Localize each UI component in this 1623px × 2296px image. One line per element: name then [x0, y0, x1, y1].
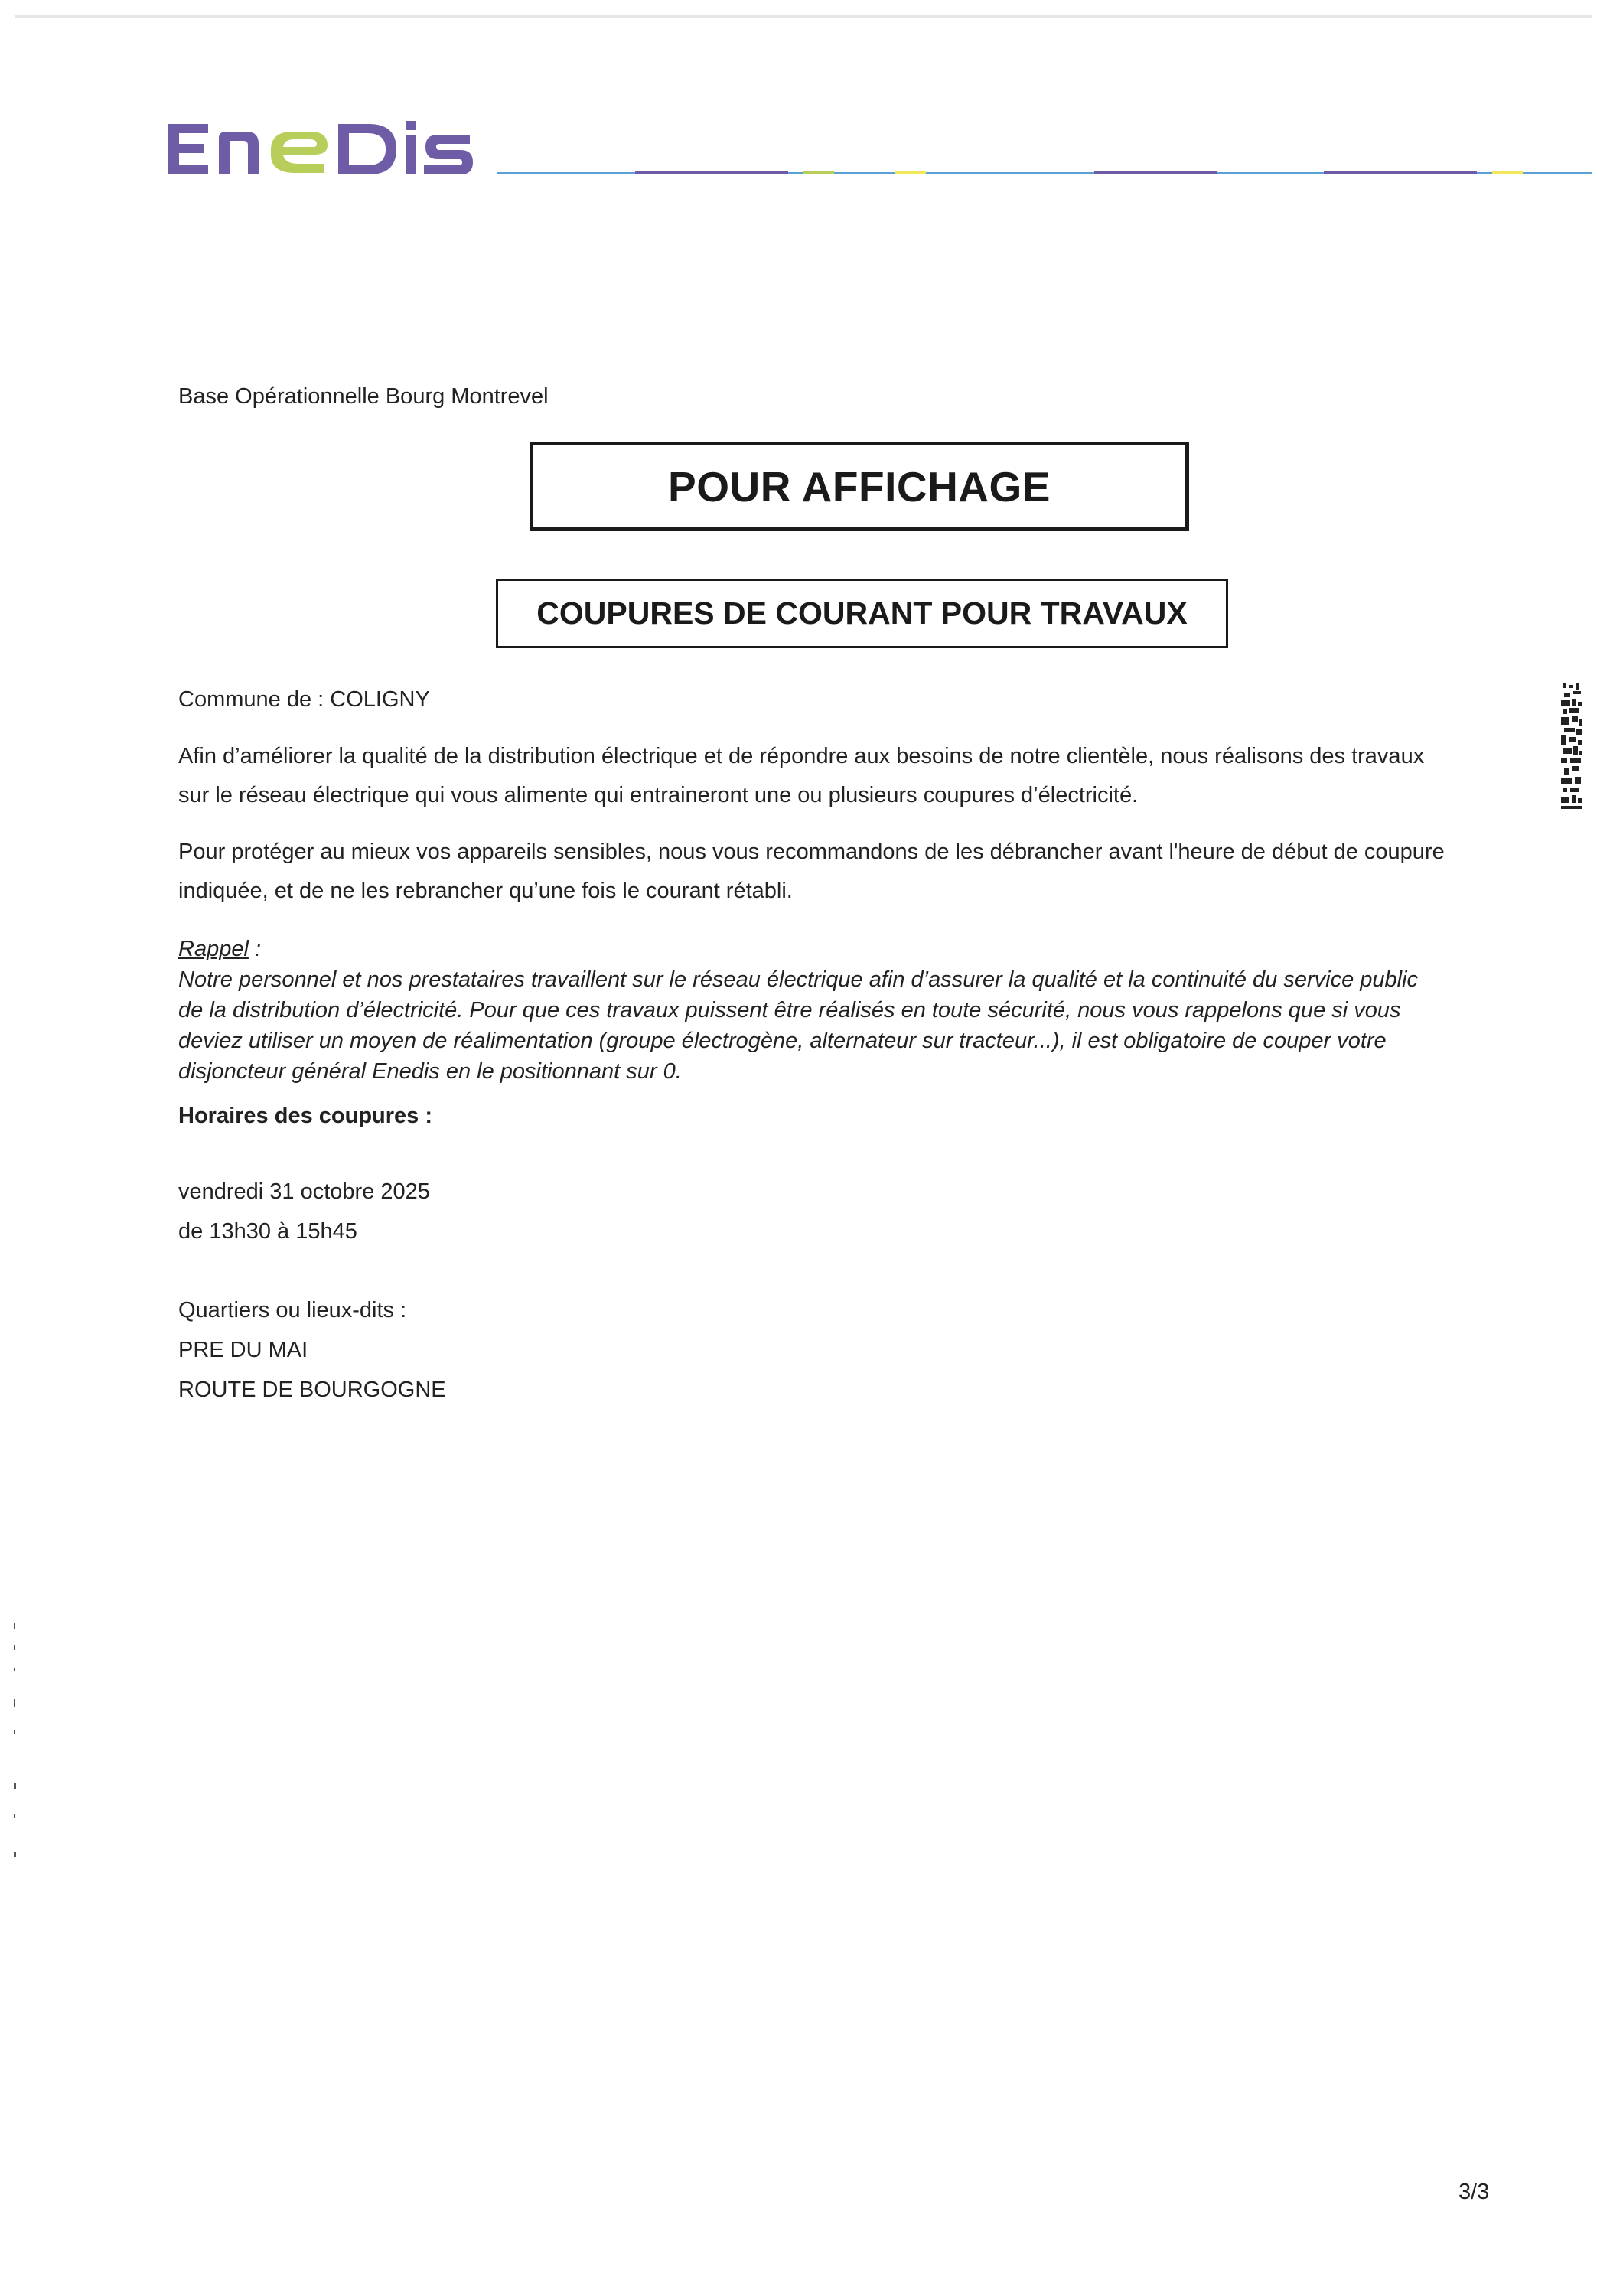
lieu-item: PRE DU MAI: [178, 1338, 308, 1362]
datamatrix-code-icon: [1561, 683, 1584, 814]
lieu-item: ROUTE DE BOURGOGNE: [178, 1378, 446, 1402]
paragraph-2-line-1: Pour protéger au mieux vos appareils sensibles, nous vous recommandons de les débrancher avant l'heure de début de coupure: [178, 840, 1445, 864]
quartiers-label: Quartiers ou lieux-dits :: [178, 1298, 407, 1322]
rappel-line-3: deviez utiliser un moyen de réalimentation (groupe électrogène, alternateur sur tracteur...), il est obligatoire de couper votre: [178, 1029, 1387, 1053]
rappel-label: Rappel: [178, 937, 249, 961]
paragraph-1: [178, 737, 1488, 815]
coupures-box: [496, 579, 1228, 648]
page-number: 3/3: [1458, 2180, 1490, 2204]
scan-margin-marks: [9, 1623, 24, 1867]
paragraph-2-line-2: indiquée, et de ne les rebrancher qu’une fois le courant rétabli.: [178, 879, 793, 903]
scan-edge-line: [15, 15, 1592, 18]
pour-affichage-box: [530, 442, 1189, 531]
cut-time-range: de 13h30 à 15h45: [178, 1219, 357, 1244]
rappel-heading: [178, 934, 1488, 964]
rappel-line-2: de la distribution d’électricité. Pour que ces travaux puissent être réalisés en toute sécurité, nous vous rappelons que si vous: [178, 998, 1401, 1022]
title-sub: COUPURES DE COURANT POUR TRAVAUX: [536, 595, 1188, 631]
title-main: POUR AFFICHAGE: [668, 462, 1051, 510]
enedis-logo: [164, 115, 477, 184]
paragraph-1-line-1: Afin d’améliorer la qualité de la distribution électrique et de répondre aux besoins de notre clientèle, nous réalisons des travaux: [178, 744, 1425, 768]
horaires-heading: Horaires des coupures :: [178, 1104, 432, 1128]
rappel-block: [178, 934, 1488, 1087]
rappel-line-1: Notre personnel et nos prestataires travaillent sur le réseau électrique afin d’assurer la qualité et la continuité du service public: [178, 967, 1419, 992]
commune: Commune de : COLIGNY: [178, 687, 430, 712]
cut-date: vendredi 31 octobre 2025: [178, 1179, 430, 1204]
rappel-colon: :: [248, 937, 262, 961]
rappel-line-4: disjoncteur général Enedis en le positionnant sur 0.: [178, 1059, 682, 1084]
brand-divider-line: [497, 171, 1592, 175]
paragraph-2: [178, 833, 1488, 911]
base-operationnelle: Base Opérationnelle Bourg Montrevel: [178, 384, 549, 409]
paragraph-1-line-2: sur le réseau électrique qui vous alimente qui entraineront une ou plusieurs coupures d’électricité.: [178, 783, 1139, 807]
